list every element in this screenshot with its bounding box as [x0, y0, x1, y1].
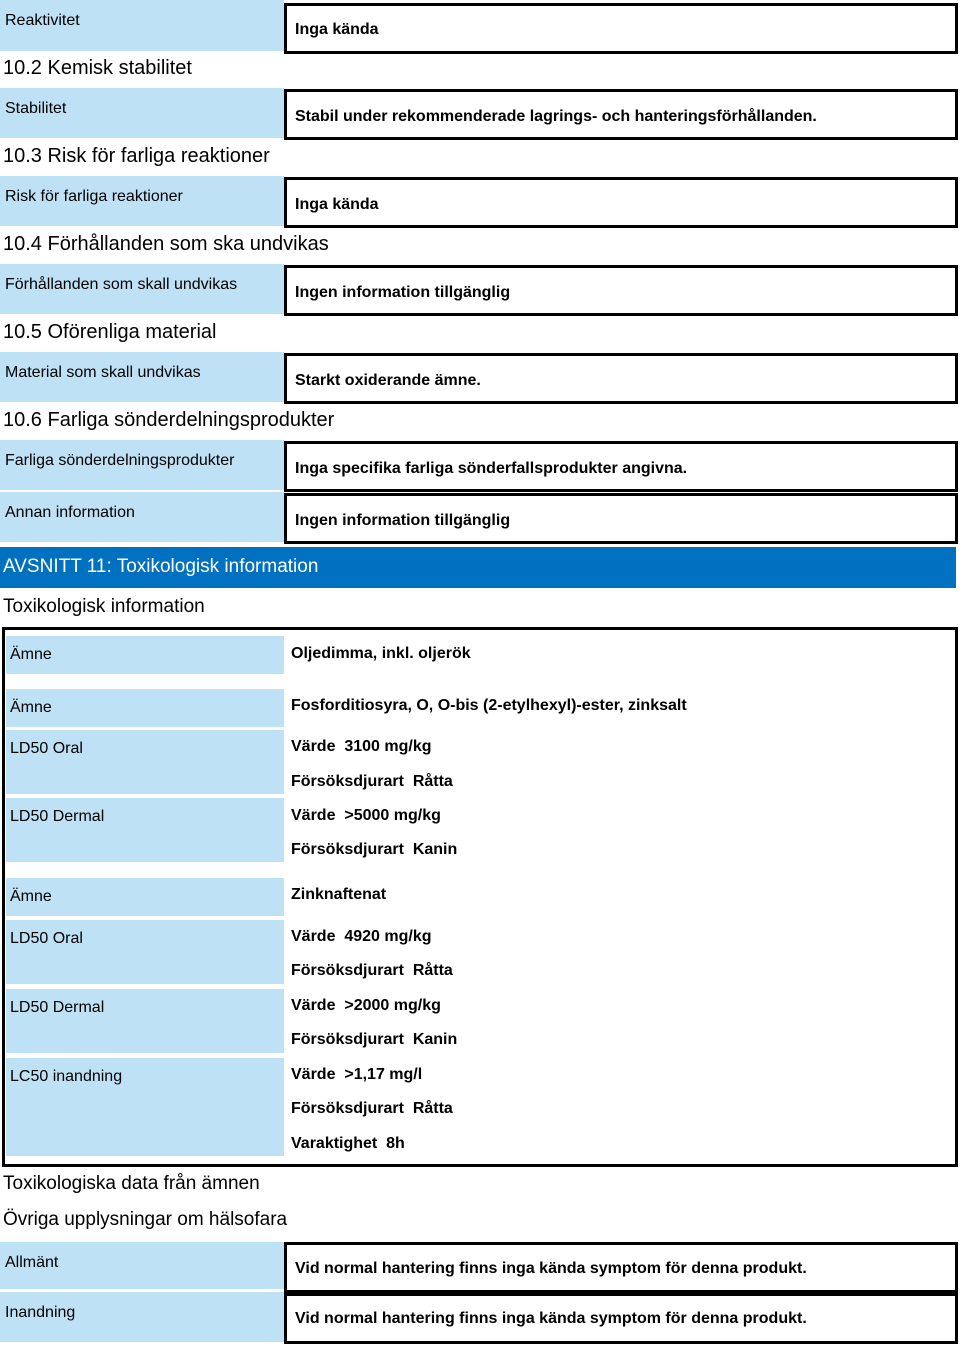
value-risk: Inga kända: [284, 177, 958, 228]
varde-value: >2000 mg/kg: [344, 997, 441, 1014]
label-annan: Annan information: [0, 492, 284, 542]
label-ld50-oral-3: LD50 Oral: [6, 920, 284, 984]
value-inandning: Vid normal hantering finns inga kända symptom för denna produkt.: [284, 1293, 958, 1344]
label-amne-1: Ämne: [6, 636, 284, 674]
heading-ovriga: Övriga upplysningar om hälsofara: [3, 1209, 288, 1230]
dermal-value-2: [291, 807, 441, 825]
dermal-species-3: [291, 1031, 457, 1049]
oral-value-3: [291, 928, 432, 946]
section-11-bar: AVSNITT 11: Toxikologisk information: [0, 547, 956, 588]
heading-10-5: 10.5 Oförenliga material: [3, 321, 217, 343]
label-farliga: Farliga sönderdelningsprodukter: [0, 440, 284, 490]
value-allmant: Vid normal hantering finns inga kända symptom för denna produkt.: [284, 1242, 958, 1293]
label-ld50-dermal-3: LD50 Dermal: [6, 989, 284, 1053]
varde-label: Värde: [291, 807, 336, 824]
forsok-value: Råtta: [412, 962, 453, 979]
oral-species-2: [291, 773, 453, 791]
label-stabilitet: Stabilitet: [0, 88, 284, 138]
label-ld50-dermal-2: LD50 Dermal: [6, 798, 284, 862]
inhal-species-3: [291, 1100, 453, 1118]
value-farliga: Inga specifika farliga sönderfallsprodukter angivna.: [284, 441, 958, 492]
inhal-duration-3: [291, 1135, 405, 1153]
varde-value: 4920 mg/kg: [344, 928, 432, 945]
value-annan: Ingen information tillgänglig: [284, 493, 958, 544]
oral-value-2: [291, 738, 432, 756]
value-reaktivitet: Inga kända: [284, 3, 958, 54]
value-forhallanden: Ingen information tillgänglig: [284, 265, 958, 316]
oral-species-3: [291, 962, 453, 980]
value-amne-1: Oljedimma, inkl. oljerök: [291, 645, 471, 662]
label-allmant: Allmänt: [0, 1242, 284, 1289]
varde-value: >5000 mg/kg: [344, 807, 441, 824]
label-material: Material som skall undvikas: [0, 352, 284, 402]
forsok-label: Försöksdjurart: [291, 962, 404, 979]
label-amne-3: Ämne: [6, 878, 284, 916]
label-lc50-3: LC50 inandning: [6, 1058, 284, 1156]
label-risk: Risk för farliga reaktioner: [0, 176, 284, 226]
label-ld50-oral-2: LD50 Oral: [6, 730, 284, 794]
forsok-label: Försöksdjurart: [291, 841, 404, 858]
label-forhallanden: Förhållanden som skall undvikas: [0, 264, 284, 314]
forsok-label: Försöksdjurart: [291, 1031, 404, 1048]
heading-tox-data: Toxikologiska data från ämnen: [3, 1173, 260, 1194]
label-reaktivitet: Reaktivitet: [0, 0, 284, 51]
heading-10-4: 10.4 Förhållanden som ska undvikas: [3, 233, 329, 255]
value-amne-2: Fosforditiosyra, O, O-bis (2-etylhexyl)-ester, zinksalt: [291, 697, 687, 714]
heading-10-3: 10.3 Risk för farliga reaktioner: [3, 145, 270, 167]
heading-10-2: 10.2 Kemisk stabilitet: [3, 57, 192, 79]
forsok-label: Försöksdjurart: [291, 1100, 404, 1117]
varde-label: Värde: [291, 928, 336, 945]
value-stabilitet: Stabil under rekommenderade lagrings- och hanteringsförhållanden.: [284, 89, 958, 140]
varde-value: 3100 mg/kg: [344, 738, 432, 755]
varde-label: Värde: [291, 738, 336, 755]
dermal-value-3: [291, 997, 441, 1015]
heading-toxikologisk: Toxikologisk information: [3, 596, 205, 617]
varde-label: Värde: [291, 997, 336, 1014]
heading-10-6: 10.6 Farliga sönderdelningsprodukter: [3, 409, 335, 431]
forsok-value: Råtta: [412, 1100, 453, 1117]
value-material: Starkt oxiderande ämne.: [284, 353, 958, 404]
dermal-species-2: [291, 841, 457, 859]
label-inandning: Inandning: [0, 1292, 284, 1342]
label-amne-2: Ämne: [6, 689, 284, 727]
value-amne-3: Zinknaftenat: [291, 886, 387, 903]
forsok-label: Försöksdjurart: [291, 773, 404, 790]
forsok-value: Kanin: [412, 1031, 458, 1048]
varde-value: >1,17 mg/l: [344, 1066, 423, 1083]
varaktighet-label: Varaktighet: [291, 1135, 378, 1152]
varaktighet-value: 8h: [386, 1135, 405, 1152]
forsok-value: Kanin: [412, 841, 458, 858]
inhal-value-3: [291, 1066, 422, 1084]
varde-label: Värde: [291, 1066, 336, 1083]
forsok-value: Råtta: [412, 773, 453, 790]
